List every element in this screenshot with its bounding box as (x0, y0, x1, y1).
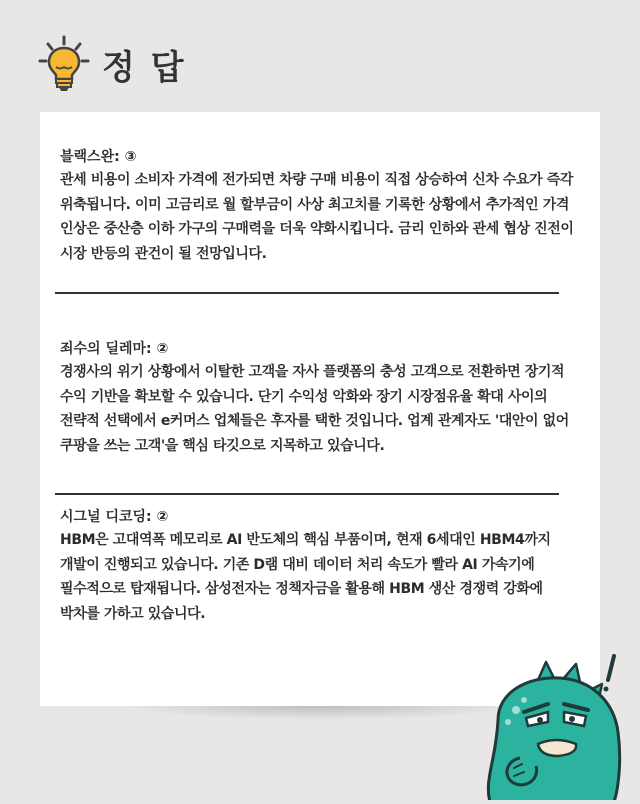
dinosaur-mascot-icon (468, 640, 640, 800)
card-shadow (120, 706, 520, 720)
section-title: 죄수의 딜레마: ② (60, 341, 169, 357)
section-body: HBM은 고대역폭 메모리로 AI 반도체의 핵심 부품이며, 현재 6세대인 HBM4까지 개발이 진행되고 있습니다. 기존 D램 대비 데이터 처리 속도가 빨라 AI 가속기에 필수적으로 탑재됩니다. 삼성전자는 정책자금을 활용해 HBM 생산 경쟁력 강화에 박차를 가하고 있습니다. (60, 532, 551, 622)
header (36, 34, 186, 94)
section-title: 시그널 디코딩: ② (60, 509, 169, 525)
answer-section-prisoners-dilemma (60, 338, 585, 458)
section-divider (55, 493, 559, 495)
lightbulb-icon (36, 35, 92, 93)
section-body: 경쟁사의 위기 상황에서 이탈한 고객을 자사 플랫폼의 충성 고객으로 전환하면 장기적 수익 기반을 확보할 수 있습니다. 단기 수익성 악화와 장기 시장점유율 확대 사이의 전략적 선택에서 e커머스 업체들은 후자를 택한 것입니다. 업계 관계자도 '대안이 없어 쿠팡을 쓰는 고객'을 핵심 타깃으로 지목하고 있습니다. (60, 364, 569, 454)
section-divider (55, 292, 559, 294)
section-title: 블랙스완: ③ (60, 149, 137, 165)
page-title: 정 답 (102, 47, 186, 88)
answer-section-black-swan (60, 146, 585, 266)
section-body: 관세 비용이 소비자 가격에 전가되면 차량 구매 비용이 직접 상승하여 신차 수요가 즉각 위축됩니다. 이미 고금리로 월 할부금이 사상 최고치를 기록한 상황에서 추가적인 가격 인상은 중산층 이하 가구의 구매력을 더욱 약화시킵니다. 금리 인하와 관세 협상 진전이 시장 반등의 관건이 될 전망입니다. (60, 172, 574, 262)
answer-section-signal-decoding (60, 506, 585, 626)
answer-card (40, 112, 600, 706)
